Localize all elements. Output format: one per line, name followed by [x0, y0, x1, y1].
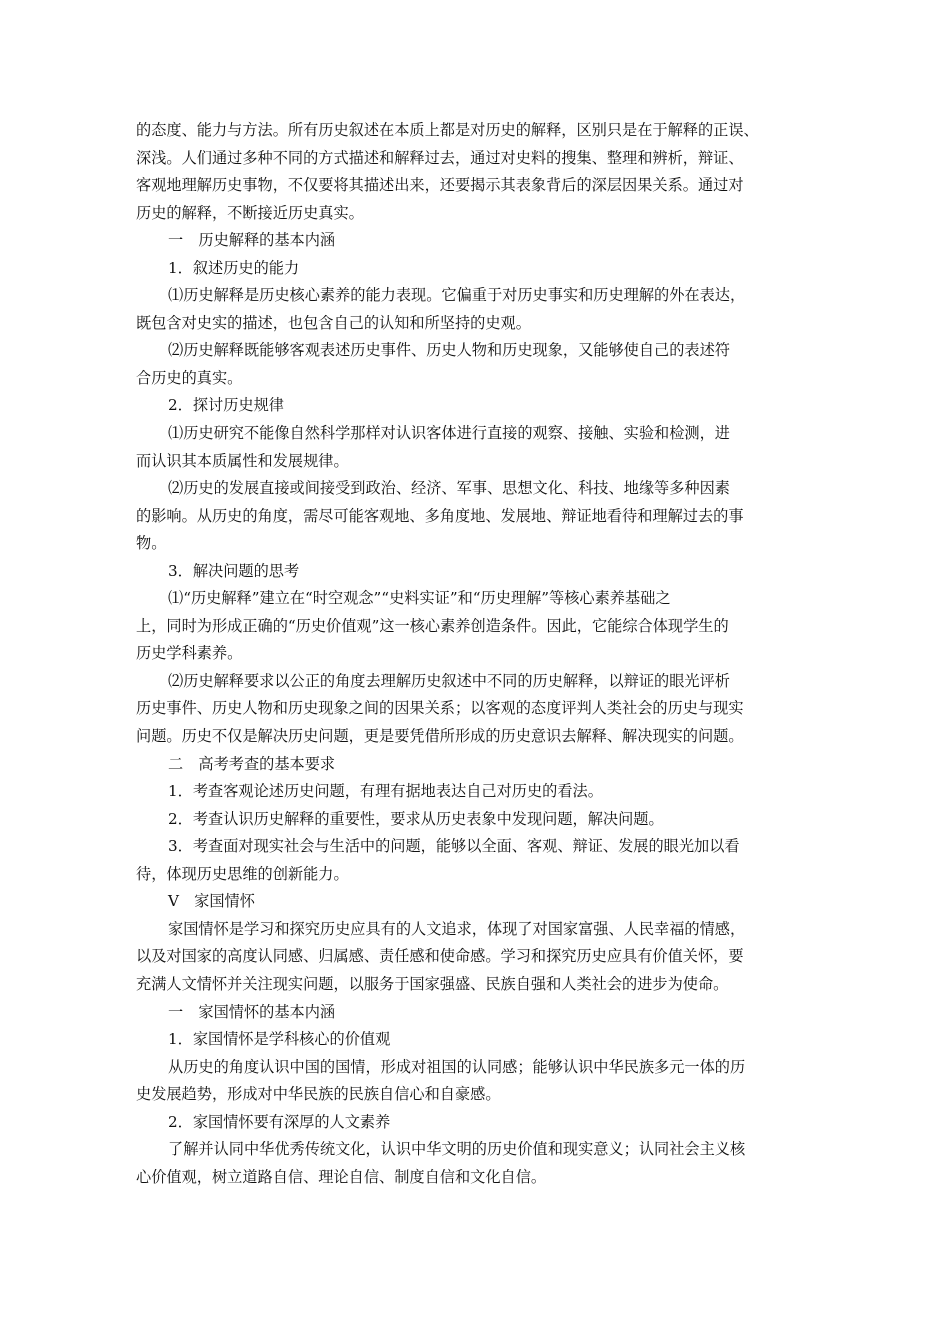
text-line: 上，同时为形成正确的“历史价值观”这一核心素养创造条件。因此，它能综合体现学生的 — [136, 616, 729, 635]
text-line: 历史学科素养。 — [136, 644, 243, 663]
text-line: 问题。历史不仅是解决历史问题，更是要凭借所形成的历史意识去解释、解决现实的问题。 — [136, 727, 744, 746]
text-line: ⑴历史研究不能像自然科学那样对认识客体进行直接的观察、接触、实验和检测，进 — [168, 424, 730, 443]
text-line: 历史事件、历史人物和历史现象之间的因果关系；以客观的态度评判人类社会的历史与现实 — [136, 699, 744, 718]
text-line: 史发展趋势，形成对中华民族的民族自信心和自豪感。 — [136, 1085, 501, 1104]
text-line: ⑴历史解释是历史核心素养的能力表现。它偏重于对历史事实和历史理解的外在表达， — [168, 286, 746, 305]
text-line: 而认识其本质属性和发展规律。 — [136, 451, 349, 470]
text-line: ⑵历史的发展直接或间接受到政治、经济、军事、思想文化、科技、地缘等多种因素 — [168, 479, 730, 498]
chapter-heading: Ⅴ 家国情怀 — [168, 892, 255, 911]
text-line: 充满人文情怀并关注现实问题，以服务于国家强盛、民族自强和人类社会的进步为使命。 — [136, 974, 729, 993]
subsection-heading: 1．家国情怀是学科核心的价值观 — [168, 1030, 391, 1049]
text-line: 了解并认同中华优秀传统文化，认识中华文明的历史价值和现实意义；认同社会主义核 — [168, 1140, 746, 1159]
text-line: ⑴“历史解释”建立在“时空观念”“史料实证”和“历史理解”等核心素养基础之 — [168, 589, 671, 608]
document-page — [136, 117, 816, 1191]
text-line: ⑵历史解释要求以公正的角度去理解历史叙述中不同的历史解释，以辩证的眼光评析 — [168, 671, 730, 690]
section-heading: 一 家国情怀的基本内涵 — [168, 1002, 336, 1021]
text-line: 合历史的真实。 — [136, 368, 243, 387]
list-item: 2．考查认识历史解释的重要性，要求从历史表象中发现问题，解决问题。 — [168, 809, 664, 828]
text-line: 以及对国家的高度认同感、归属感、责任感和使命感。学习和探究历史应具有价值关怀，要 — [136, 947, 744, 966]
subsection-heading: 2．探讨历史规律 — [168, 396, 284, 415]
section-heading: 二 高考考查的基本要求 — [168, 754, 336, 773]
list-item: 3．考查面对现实社会与生活中的问题，能够以全面、客观、辩证、发展的眼光加以看 — [168, 837, 740, 856]
text-line: 待，体现历史思维的创新能力。 — [136, 864, 349, 883]
text-line: 客观地理解历史事物，不仅要将其描述出来，还要揭示其表象背后的深层因果关系。通过对 — [136, 176, 744, 195]
text-line: ⑵历史解释既能够客观表述历史事件、历史人物和历史现象，又能够使自己的表述符 — [168, 341, 730, 360]
text-line: 物。 — [136, 534, 167, 553]
text-line: 家国情怀是学习和探究历史应具有的人文追求，体现了对国家富强、人民幸福的情感， — [168, 919, 746, 938]
subsection-heading: 3．解决问题的思考 — [168, 561, 300, 580]
subsection-heading: 1．叙述历史的能力 — [168, 258, 300, 277]
text-line: 历史的解释，不断接近历史真实。 — [136, 203, 364, 222]
text-line: 心价值观，树立道路自信、理论自信、制度自信和文化自信。 — [136, 1167, 547, 1186]
text-line: 深浅。人们通过多种不同的方式描述和解释过去，通过对史料的搜集、整理和辨析，辩证、 — [136, 148, 744, 167]
text-line: 既包含对史实的描述，也包含自己的认知和所坚持的史观。 — [136, 313, 531, 332]
text-line: 的影响。从历史的角度，需尽可能客观地、多角度地、发展地、辩证地看待和理解过去的事 — [136, 506, 744, 525]
section-heading: 一 历史解释的基本内涵 — [168, 231, 336, 250]
text-line: 的态度、能力与方法。所有历史叙述在本质上都是对历史的解释，区别只是在于解释的正误、 — [136, 121, 759, 139]
list-item: 1．考查客观论述历史问题，有理有据地表达自己对历史的看法。 — [168, 782, 603, 801]
subsection-heading: 2．家国情怀要有深厚的人文素养 — [168, 1112, 391, 1131]
text-line: 从历史的角度认识中国的国情，形成对祖国的认同感；能够认识中华民族多元一体的历 — [168, 1057, 746, 1076]
